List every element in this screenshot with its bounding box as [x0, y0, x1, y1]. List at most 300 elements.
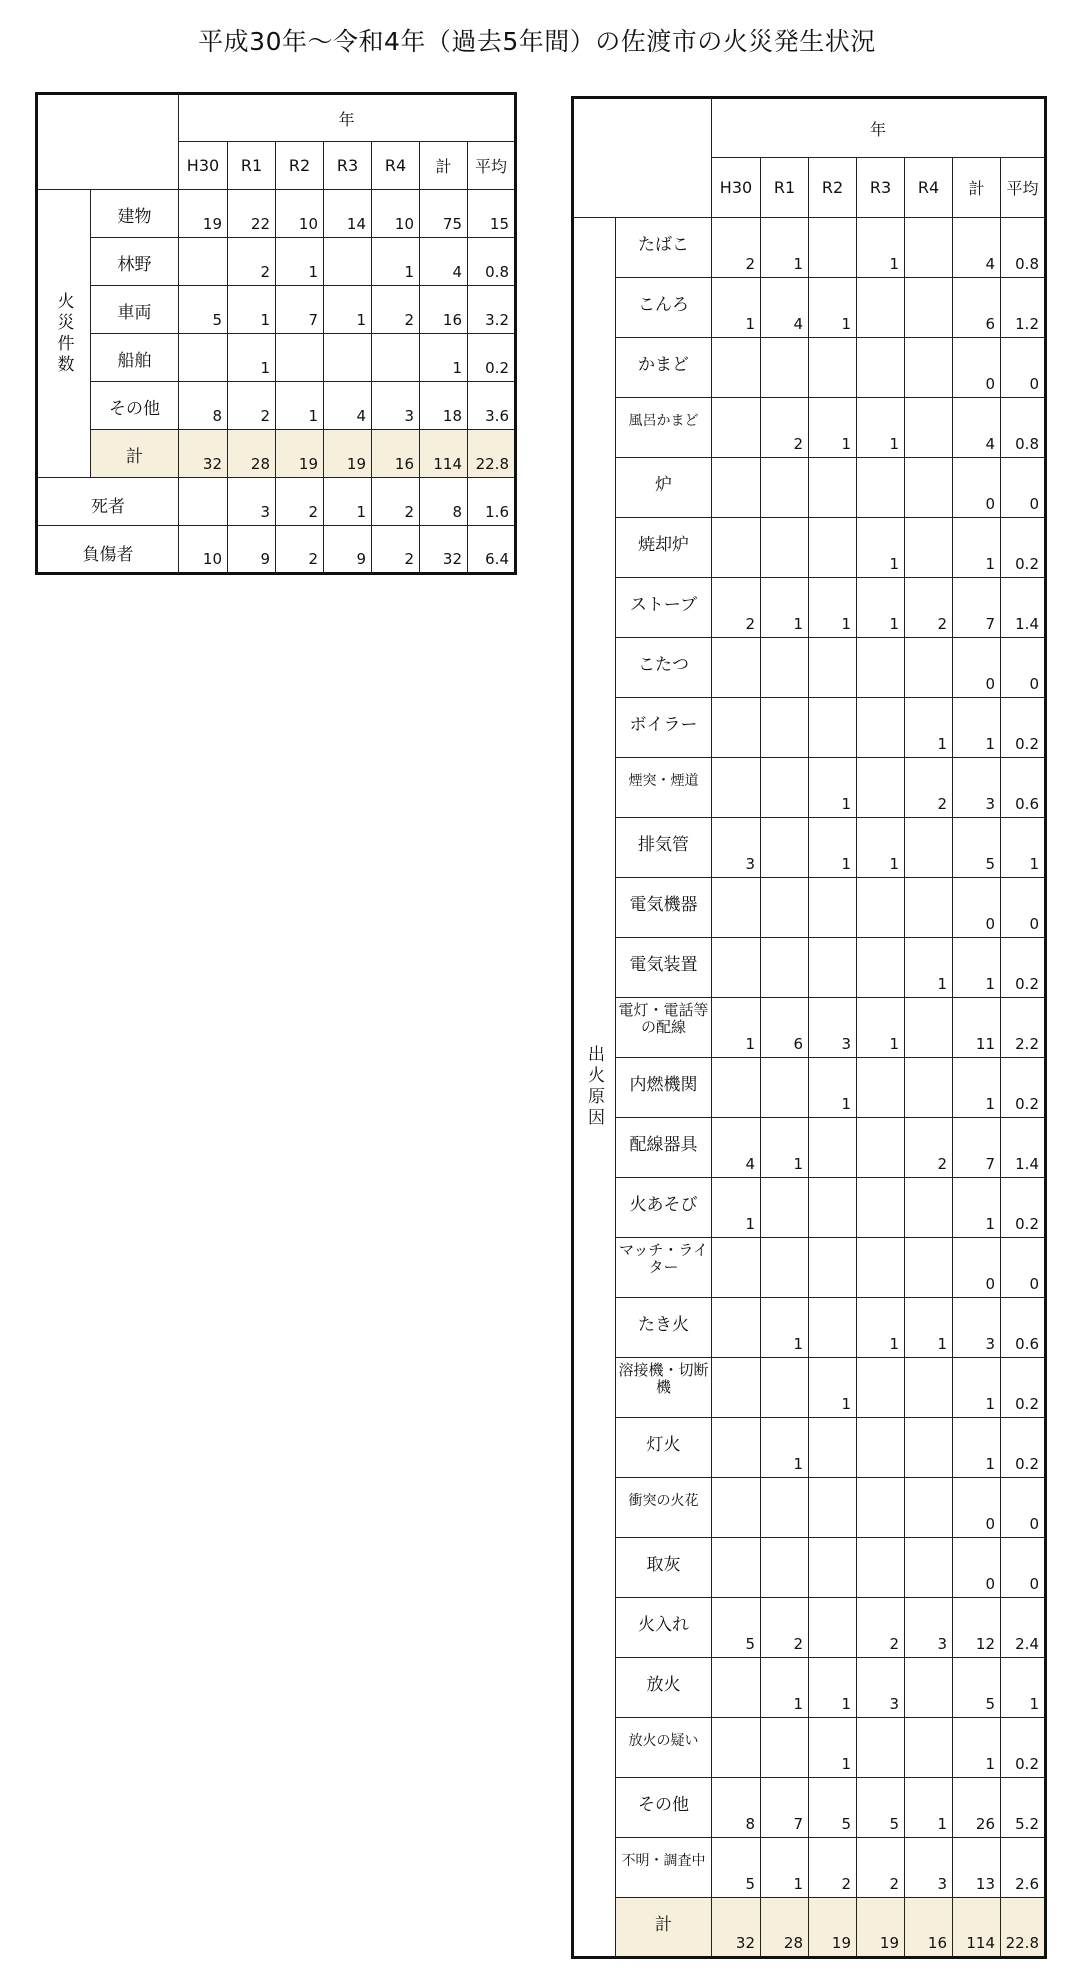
value-cell: 8	[420, 478, 468, 526]
value-cell: 16	[372, 430, 420, 478]
value-cell: 1	[809, 578, 857, 638]
value-cell: 0	[953, 338, 1001, 398]
value-cell: 2	[857, 1598, 905, 1658]
row-label: その他	[616, 1778, 712, 1838]
value-cell	[809, 1298, 857, 1358]
value-cell: 2	[857, 1838, 905, 1898]
value-cell: 2	[276, 526, 324, 574]
value-cell: 1	[809, 1718, 857, 1778]
row-label: 放火の疑い	[616, 1718, 712, 1778]
table-row	[573, 1538, 1046, 1598]
year-header: 年	[712, 98, 1046, 158]
value-cell: 8	[179, 382, 228, 430]
column-header: 計	[953, 158, 1001, 218]
value-cell: 19	[276, 430, 324, 478]
value-cell	[905, 1418, 953, 1478]
value-cell: 1	[953, 1358, 1001, 1418]
value-cell: 2	[372, 526, 420, 574]
value-cell	[712, 878, 761, 938]
value-cell: 1	[857, 578, 905, 638]
value-cell: 3	[953, 758, 1001, 818]
value-cell	[905, 458, 953, 518]
value-cell: 1	[953, 1058, 1001, 1118]
value-cell: 2	[276, 478, 324, 526]
value-cell	[905, 518, 953, 578]
value-cell	[712, 1478, 761, 1538]
value-cell: 12	[953, 1598, 1001, 1658]
value-cell	[809, 1418, 857, 1478]
column-header: R2	[809, 158, 857, 218]
value-cell: 2	[905, 1118, 953, 1178]
value-cell: 1	[857, 818, 905, 878]
value-cell	[761, 938, 809, 998]
value-cell: 4	[953, 398, 1001, 458]
value-cell	[712, 338, 761, 398]
value-cell: 1	[905, 698, 953, 758]
value-cell: 18	[420, 382, 468, 430]
table-row	[573, 1838, 1046, 1898]
value-cell	[179, 478, 228, 526]
row-label: 火入れ	[616, 1598, 712, 1658]
value-cell	[905, 1478, 953, 1538]
value-cell: 1	[1001, 1658, 1046, 1718]
value-cell	[857, 1478, 905, 1538]
table-row	[573, 1358, 1046, 1418]
value-cell: 114	[420, 430, 468, 478]
value-cell	[761, 1238, 809, 1298]
value-cell	[809, 218, 857, 278]
table-row	[37, 478, 516, 526]
value-cell: 1	[324, 286, 372, 334]
table-row	[573, 818, 1046, 878]
value-cell: 1	[761, 218, 809, 278]
table-row	[37, 382, 516, 430]
value-cell: 1.4	[1001, 1118, 1046, 1178]
value-cell: 1	[809, 1658, 857, 1718]
value-cell: 1.2	[1001, 278, 1046, 338]
value-cell: 22.8	[1001, 1898, 1046, 1958]
value-cell	[809, 1178, 857, 1238]
value-cell	[857, 338, 905, 398]
value-cell	[712, 758, 761, 818]
value-cell: 1	[857, 998, 905, 1058]
table-row	[573, 578, 1046, 638]
value-cell: 4	[420, 238, 468, 286]
table-row	[573, 758, 1046, 818]
value-cell	[905, 398, 953, 458]
value-cell	[809, 338, 857, 398]
value-cell: 0.2	[1001, 1718, 1046, 1778]
value-cell	[857, 1538, 905, 1598]
value-cell: 3.2	[468, 286, 516, 334]
value-cell: 0	[1001, 338, 1046, 398]
table-row	[573, 638, 1046, 698]
row-label: 内燃機関	[616, 1058, 712, 1118]
table-row	[573, 938, 1046, 998]
value-cell: 2.4	[1001, 1598, 1046, 1658]
value-cell	[712, 1658, 761, 1718]
value-cell: 0.2	[1001, 518, 1046, 578]
value-cell: 0	[953, 638, 1001, 698]
row-label: 計	[616, 1898, 712, 1958]
row-label: かまど	[616, 338, 712, 398]
value-cell	[905, 1358, 953, 1418]
fire-count-table	[35, 92, 517, 575]
value-cell	[809, 518, 857, 578]
value-cell: 19	[324, 430, 372, 478]
table-row	[573, 1178, 1046, 1238]
value-cell: 1	[953, 1718, 1001, 1778]
value-cell: 1.6	[468, 478, 516, 526]
value-cell: 1	[905, 1778, 953, 1838]
column-header: R3	[857, 158, 905, 218]
value-cell	[761, 1718, 809, 1778]
value-cell: 0	[1001, 638, 1046, 698]
table-row	[37, 286, 516, 334]
row-label: 船舶	[91, 334, 179, 382]
value-cell	[905, 998, 953, 1058]
value-cell: 0.8	[1001, 398, 1046, 458]
value-cell	[905, 338, 953, 398]
value-cell: 2	[228, 382, 276, 430]
value-cell	[712, 698, 761, 758]
column-header: H30	[712, 158, 761, 218]
column-header: R3	[324, 142, 372, 190]
value-cell: 0	[953, 1238, 1001, 1298]
row-label: 排気管	[616, 818, 712, 878]
value-cell: 4	[712, 1118, 761, 1178]
value-cell: 9	[324, 526, 372, 574]
value-cell: 3	[228, 478, 276, 526]
row-label: こたつ	[616, 638, 712, 698]
value-cell: 1	[857, 218, 905, 278]
value-cell	[809, 1238, 857, 1298]
value-cell: 13	[953, 1838, 1001, 1898]
row-label: 灯火	[616, 1418, 712, 1478]
value-cell: 3.6	[468, 382, 516, 430]
corner-cell	[573, 98, 712, 218]
value-cell: 0.6	[1001, 758, 1046, 818]
header-row	[573, 98, 1046, 158]
value-cell	[761, 758, 809, 818]
value-cell	[712, 1238, 761, 1298]
value-cell	[905, 878, 953, 938]
value-cell: 1	[228, 286, 276, 334]
table-row	[573, 1118, 1046, 1178]
column-header: 平均	[1001, 158, 1046, 218]
value-cell: 10	[276, 190, 324, 238]
value-cell	[761, 1478, 809, 1538]
value-cell	[905, 218, 953, 278]
value-cell	[809, 638, 857, 698]
value-cell: 10	[179, 526, 228, 574]
value-cell	[761, 518, 809, 578]
column-header: H30	[179, 142, 228, 190]
table-row	[573, 458, 1046, 518]
value-cell	[857, 1358, 905, 1418]
value-cell: 1	[905, 1298, 953, 1358]
value-cell	[761, 1178, 809, 1238]
value-cell	[857, 278, 905, 338]
value-cell: 1	[712, 1178, 761, 1238]
value-cell: 1	[324, 478, 372, 526]
value-cell: 1	[809, 1358, 857, 1418]
value-cell	[372, 334, 420, 382]
row-label: 溶接機・切断機	[616, 1358, 712, 1418]
value-cell	[857, 1058, 905, 1118]
value-cell: 2	[809, 1838, 857, 1898]
value-cell	[712, 1418, 761, 1478]
column-header: 計	[420, 142, 468, 190]
value-cell	[712, 938, 761, 998]
value-cell: 1	[712, 278, 761, 338]
row-label: 死者	[37, 478, 179, 526]
table-row	[37, 238, 516, 286]
row-label: その他	[91, 382, 179, 430]
row-label: ボイラー	[616, 698, 712, 758]
value-cell: 1	[953, 938, 1001, 998]
value-cell	[761, 878, 809, 938]
value-cell: 0.2	[1001, 698, 1046, 758]
value-cell: 19	[857, 1898, 905, 1958]
value-cell	[857, 458, 905, 518]
value-cell: 2	[372, 286, 420, 334]
value-cell: 14	[324, 190, 372, 238]
row-label: 電灯・電話等の配線	[616, 998, 712, 1058]
table-row	[573, 338, 1046, 398]
value-cell	[905, 278, 953, 338]
value-cell	[857, 878, 905, 938]
row-label: 林野	[91, 238, 179, 286]
row-label: 風呂かまど	[616, 398, 712, 458]
value-cell: 6	[761, 998, 809, 1058]
value-cell: 2	[761, 1598, 809, 1658]
value-cell: 9	[228, 526, 276, 574]
value-cell	[857, 1418, 905, 1478]
value-cell	[809, 938, 857, 998]
value-cell: 1	[953, 698, 1001, 758]
row-label: 取灰	[616, 1538, 712, 1598]
value-cell	[905, 1658, 953, 1718]
value-cell	[276, 334, 324, 382]
table-row	[573, 1898, 1046, 1958]
value-cell: 3	[953, 1298, 1001, 1358]
value-cell: 0.8	[1001, 218, 1046, 278]
column-header: 平均	[468, 142, 516, 190]
value-cell: 1	[761, 1418, 809, 1478]
value-cell: 0	[1001, 878, 1046, 938]
value-cell: 1	[761, 1298, 809, 1358]
table-row	[37, 430, 516, 478]
value-cell: 1	[276, 238, 324, 286]
value-cell: 1	[712, 998, 761, 1058]
table-row	[573, 218, 1046, 278]
value-cell	[905, 1238, 953, 1298]
value-cell: 1	[761, 1118, 809, 1178]
value-cell: 5.2	[1001, 1778, 1046, 1838]
value-cell	[857, 1118, 905, 1178]
value-cell: 1	[809, 818, 857, 878]
value-cell: 2	[228, 238, 276, 286]
value-cell: 1	[953, 1178, 1001, 1238]
table-row	[573, 278, 1046, 338]
row-label: 火あそび	[616, 1178, 712, 1238]
value-cell: 1	[761, 1838, 809, 1898]
value-cell: 32	[420, 526, 468, 574]
value-cell: 7	[953, 1118, 1001, 1178]
value-cell	[324, 238, 372, 286]
value-cell: 1	[809, 278, 857, 338]
value-cell: 0.2	[1001, 1178, 1046, 1238]
table-row	[573, 1058, 1046, 1118]
value-cell: 114	[953, 1898, 1001, 1958]
value-cell	[179, 238, 228, 286]
table-row	[573, 878, 1046, 938]
row-label: こんろ	[616, 278, 712, 338]
value-cell	[809, 698, 857, 758]
value-cell: 5	[953, 818, 1001, 878]
value-cell	[761, 638, 809, 698]
value-cell	[857, 1238, 905, 1298]
value-cell: 7	[953, 578, 1001, 638]
value-cell: 5	[179, 286, 228, 334]
value-cell: 4	[761, 278, 809, 338]
value-cell: 28	[761, 1898, 809, 1958]
value-cell: 1.4	[1001, 578, 1046, 638]
category-label: 出火原因	[573, 218, 616, 1958]
corner-cell	[37, 94, 179, 190]
value-cell: 0	[1001, 458, 1046, 518]
row-label: 炉	[616, 458, 712, 518]
row-label: 車両	[91, 286, 179, 334]
value-cell: 2.6	[1001, 1838, 1046, 1898]
value-cell: 10	[372, 190, 420, 238]
value-cell: 1	[1001, 818, 1046, 878]
row-label: マッチ・ライター	[616, 1238, 712, 1298]
value-cell	[857, 1718, 905, 1778]
row-label: 計	[91, 430, 179, 478]
table-row	[573, 1778, 1046, 1838]
value-cell	[809, 458, 857, 518]
value-cell	[712, 398, 761, 458]
column-header: R2	[276, 142, 324, 190]
value-cell	[712, 638, 761, 698]
value-cell	[857, 638, 905, 698]
value-cell: 0.2	[1001, 1058, 1046, 1118]
row-label: 負傷者	[37, 526, 179, 574]
table-row	[573, 1418, 1046, 1478]
value-cell	[905, 1178, 953, 1238]
value-cell: 2	[712, 218, 761, 278]
table-row	[573, 1478, 1046, 1538]
table-row	[573, 698, 1046, 758]
value-cell: 22	[228, 190, 276, 238]
value-cell: 2	[905, 758, 953, 818]
value-cell: 32	[712, 1898, 761, 1958]
value-cell: 15	[468, 190, 516, 238]
value-cell: 32	[179, 430, 228, 478]
row-label: 配線器具	[616, 1118, 712, 1178]
row-label: ストーブ	[616, 578, 712, 638]
value-cell	[857, 1178, 905, 1238]
value-cell: 0	[1001, 1238, 1046, 1298]
value-cell: 26	[953, 1778, 1001, 1838]
value-cell	[905, 1718, 953, 1778]
value-cell	[761, 458, 809, 518]
value-cell	[809, 1538, 857, 1598]
value-cell	[761, 698, 809, 758]
value-cell	[809, 1478, 857, 1538]
value-cell: 1	[372, 238, 420, 286]
value-cell: 11	[953, 998, 1001, 1058]
value-cell	[761, 818, 809, 878]
value-cell	[761, 1358, 809, 1418]
row-label: 電気装置	[616, 938, 712, 998]
value-cell: 7	[276, 286, 324, 334]
value-cell	[712, 1538, 761, 1598]
value-cell: 0	[953, 1478, 1001, 1538]
value-cell	[857, 938, 905, 998]
value-cell: 5	[809, 1778, 857, 1838]
page-title: 平成30年～令和4年（過去5年間）の佐渡市の火災発生状況	[198, 27, 876, 56]
value-cell: 3	[809, 998, 857, 1058]
value-cell: 0.2	[1001, 1418, 1046, 1478]
value-cell: 19	[179, 190, 228, 238]
value-cell	[761, 338, 809, 398]
value-cell: 6	[953, 278, 1001, 338]
row-label: 衝突の火花	[616, 1478, 712, 1538]
column-header: R4	[372, 142, 420, 190]
value-cell: 1	[905, 938, 953, 998]
value-cell: 5	[712, 1838, 761, 1898]
value-cell	[857, 698, 905, 758]
value-cell: 3	[712, 818, 761, 878]
value-cell: 0	[953, 878, 1001, 938]
value-cell: 0	[953, 1538, 1001, 1598]
value-cell	[712, 518, 761, 578]
value-cell: 75	[420, 190, 468, 238]
row-label: たばこ	[616, 218, 712, 278]
value-cell: 2	[761, 398, 809, 458]
column-header: R1	[228, 142, 276, 190]
row-label: たき火	[616, 1298, 712, 1358]
value-cell	[712, 1058, 761, 1118]
table-row	[573, 1718, 1046, 1778]
value-cell: 8	[712, 1778, 761, 1838]
value-cell	[857, 758, 905, 818]
value-cell: 1	[761, 578, 809, 638]
row-label: 不明・調査中	[616, 1838, 712, 1898]
value-cell	[712, 458, 761, 518]
value-cell: 0.2	[468, 334, 516, 382]
value-cell: 1	[809, 758, 857, 818]
value-cell: 0.8	[468, 238, 516, 286]
value-cell: 19	[809, 1898, 857, 1958]
value-cell: 1	[276, 382, 324, 430]
value-cell	[712, 1298, 761, 1358]
value-cell	[905, 638, 953, 698]
value-cell: 0.2	[1001, 938, 1046, 998]
value-cell: 5	[857, 1778, 905, 1838]
value-cell	[712, 1718, 761, 1778]
value-cell: 0.6	[1001, 1298, 1046, 1358]
value-cell: 1	[228, 334, 276, 382]
value-cell	[761, 1538, 809, 1598]
value-cell	[712, 1358, 761, 1418]
category-label: 火災件数	[37, 190, 91, 478]
value-cell	[905, 1058, 953, 1118]
value-cell: 2	[372, 478, 420, 526]
